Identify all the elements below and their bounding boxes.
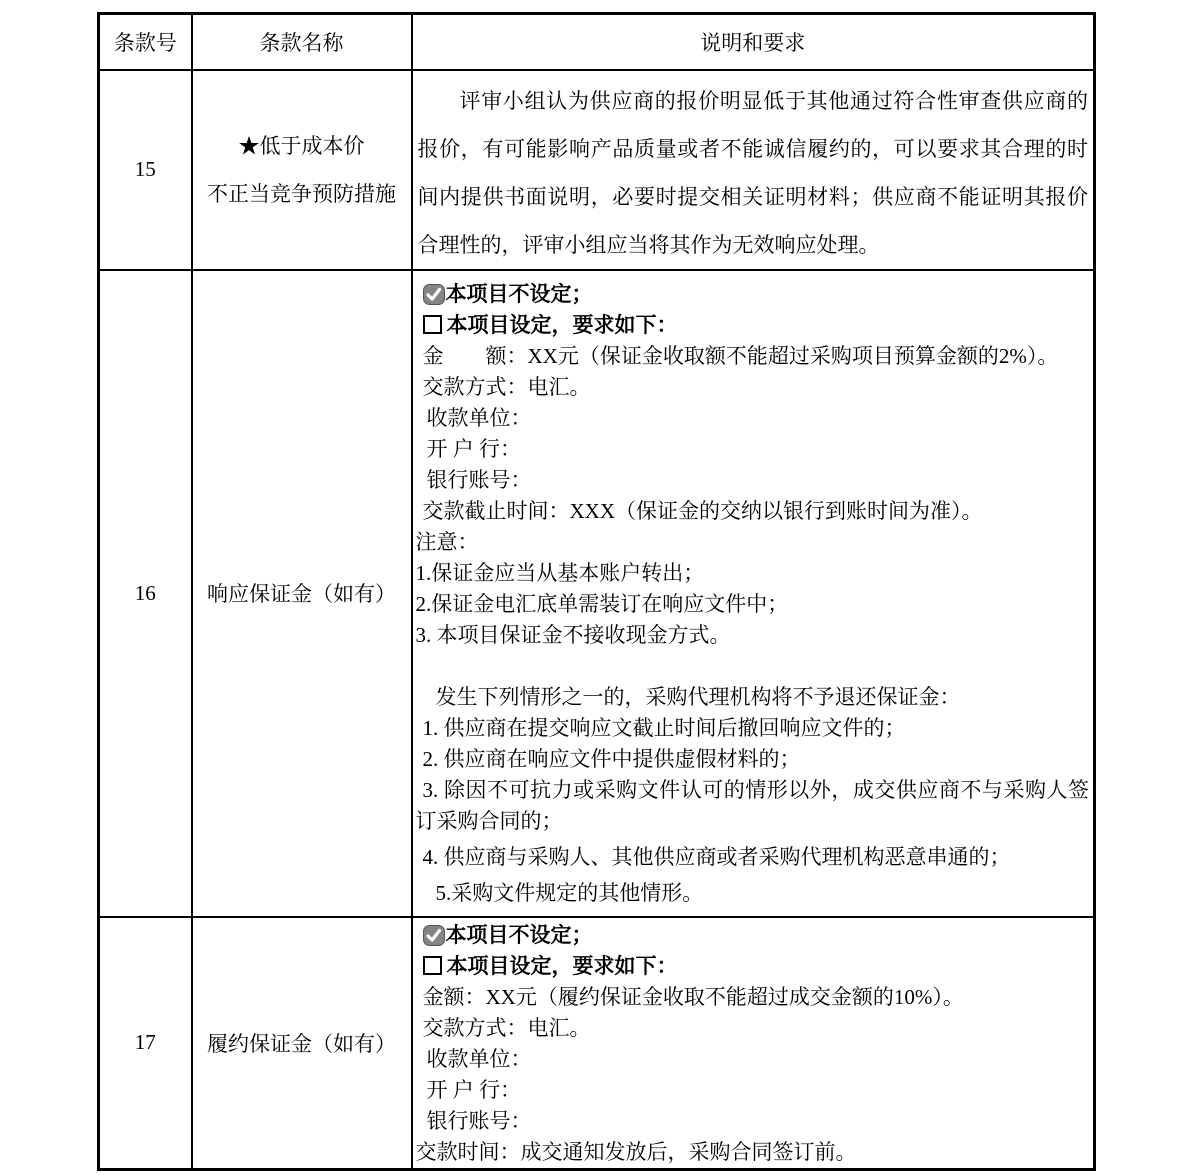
forfeit-item: 3. 除因不可抗力或采购文件认可的情形以外，成交供应商不与采购人签订采购合同的； [415,778,1089,833]
account-line: 银行账号： [426,1108,532,1133]
note-item: 2.保证金电汇底单需装订在响应文件中； [415,592,789,616]
unchecked-checkbox-icon[interactable] [423,315,442,334]
table-row-16 [99,270,1095,917]
checked-checkbox-icon[interactable] [423,283,445,304]
amount-line: 金 额：XX元（保证金收取额不能超过采购项目预算金额的2%）。 [422,344,1059,368]
pay-method-line: 交款方式：电汇。 [422,1015,591,1040]
pay-method-line: 交款方式：电汇。 [422,375,591,399]
table-row-15 [99,70,1095,270]
bank-line: 开 户 行： [426,437,521,461]
clause-no-cell: 16 [99,270,192,917]
clauses-table [97,12,1096,1171]
pay-time-line: 交款时间：成交通知发放后，采购合同签订前。 [415,1139,857,1164]
forfeit-title: 发生下列情形之一的，采购代理机构将不予退还保证金： [435,685,961,709]
clause-name-line1: ★低于成本价 [238,133,365,158]
clause-name-cell: 履约保证金（如有） [192,917,412,1170]
forfeit-item: 4. 供应商与采购人、其他供应商或者采购代理机构恶意串通的； [422,845,1011,869]
header-description: 说明和要求 [412,14,1095,70]
clause-no-cell: 17 [99,917,192,1170]
description-cell [412,917,1095,1170]
table-row-17 [99,917,1095,1170]
header-clause-name: 条款名称 [192,14,412,70]
unchecked-checkbox-icon[interactable] [423,956,442,975]
option-not-set-line: 本项目不设定； [416,920,1090,951]
note-item: 3. 本项目保证金不接收现金方式。 [415,623,731,647]
description-cell [412,70,1095,270]
payee-line: 收款单位： [426,1046,532,1071]
deadline-line: 交款截止时间：XXX（保证金的交纳以银行到账时间为准）。 [422,499,983,523]
note-item: 1.保证金应当从基本账户转出； [415,561,705,585]
option-not-set-line: 本项目不设定； [416,279,1090,310]
option-set-line: 本项目设定，要求如下： [416,310,1090,341]
forfeit-item: 1. 供应商在提交响应文截止时间后撤回响应文件的； [422,716,906,740]
amount-line: 金额：XX元（履约保证金收取不能超过成交金额的10%）。 [422,984,964,1009]
clause-name-line2: 不正当竞争预防措施 [207,181,396,206]
payee-line: 收款单位： [426,406,532,430]
clause-name-cell: 响应保证金（如有） [192,270,412,917]
header-clause-no: 条款号 [99,14,192,70]
table-header-row [99,14,1095,70]
checked-checkbox-icon[interactable] [423,924,445,945]
account-line: 银行账号： [426,468,532,492]
bank-line: 开 户 行： [426,1077,521,1102]
clause-no-cell: 15 [99,70,192,270]
clause-name-cell [192,70,412,270]
option-set-line: 本项目设定，要求如下： [416,951,1090,982]
description-cell [412,270,1095,917]
note-title: 注意： [415,530,479,554]
forfeit-item: 5.采购文件规定的其他情形。 [435,881,704,905]
forfeit-item: 2. 供应商在响应文件中提供虚假材料的； [422,747,801,771]
spacer-line [416,651,1090,682]
clause15-paragraph: 评审小组认为供应商的报价明显低于其他通过符合性审查供应商的报价，有可能影响产品质量或者不能诚信履约的，可以要求其合理的时间内提供书面说明，必要时提交相关证明材料；供应商不能证明其报价合理性的，评审小组应当将其作为无效响应处理。 [417,88,1088,257]
